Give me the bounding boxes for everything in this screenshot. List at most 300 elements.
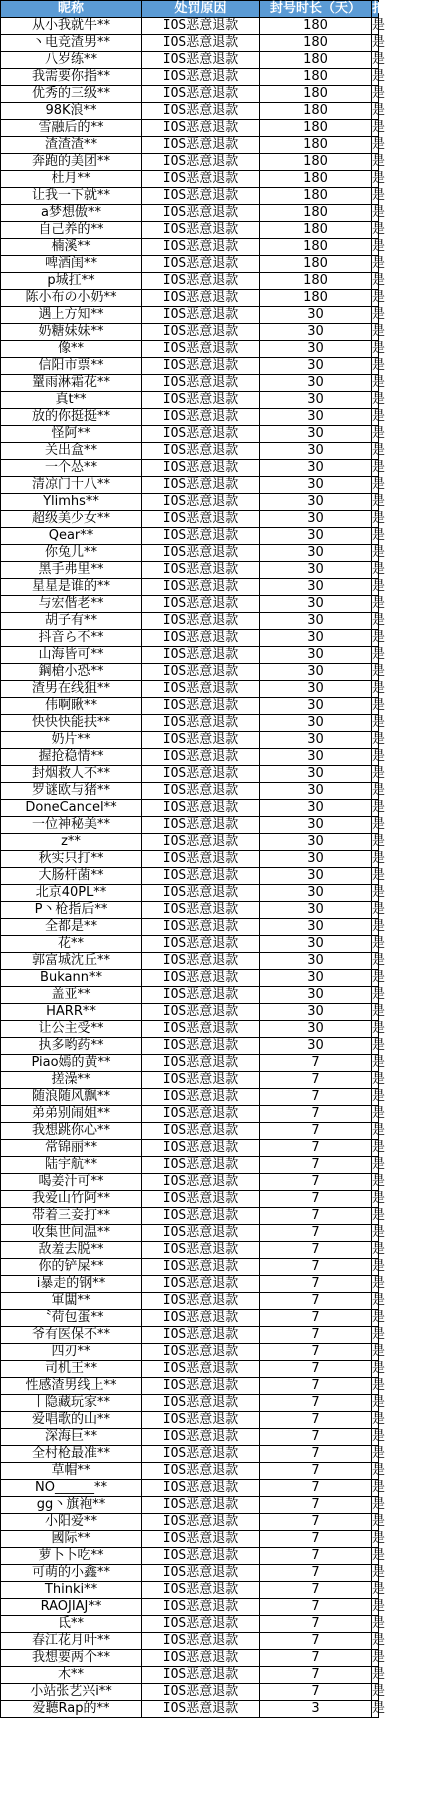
cell-nickname: 司机王** xyxy=(1,1361,142,1378)
cell-duration: 7 xyxy=(260,1327,372,1344)
cell-duration: 30 xyxy=(260,375,372,392)
cell-nickname: 全村枪最准** xyxy=(1,1446,142,1463)
cell-deduct: 是 xyxy=(372,1106,386,1121)
cell-nickname: 我想跳你心** xyxy=(1,1123,142,1140)
cell-deduct: 是 xyxy=(372,1038,386,1053)
table-row xyxy=(1,426,379,443)
cell-deduct: 是 xyxy=(372,205,386,220)
cell-duration: 30 xyxy=(260,783,372,800)
cell-nickname: 优秀的三级** xyxy=(1,86,142,103)
cell-nickname: 全都是** xyxy=(1,919,142,936)
cell-deduct: 是 xyxy=(372,851,386,866)
cell-nickname: P丶枪指后** xyxy=(1,902,142,919)
table-row xyxy=(1,52,379,69)
cell-deduct: 是 xyxy=(372,1599,386,1614)
cell-deduct: 是 xyxy=(372,137,386,152)
cell-duration: 30 xyxy=(260,494,372,511)
table-row xyxy=(1,1667,379,1684)
cell-duration: 180 xyxy=(260,188,372,205)
cell-duration: 30 xyxy=(260,358,372,375)
table-row xyxy=(1,409,379,426)
cell-duration: 30 xyxy=(260,766,372,783)
cell-duration: 30 xyxy=(260,851,372,868)
cell-reason: IOS恶意退款 xyxy=(142,1548,260,1565)
table-row xyxy=(1,171,379,188)
cell-duration: 30 xyxy=(260,970,372,987)
cell-nickname: Qear** xyxy=(1,528,142,545)
cell-duration: 30 xyxy=(260,443,372,460)
table-row xyxy=(1,766,379,783)
cell-reason: IOS恶意退款 xyxy=(142,1327,260,1344)
table-row xyxy=(1,1548,379,1565)
cell-nickname: Piao嫣的黄** xyxy=(1,1055,142,1072)
table-row xyxy=(1,851,379,868)
table-row xyxy=(1,1242,379,1259)
header-deduct: 扣除点券 xyxy=(372,1,425,16)
cell-duration: 30 xyxy=(260,647,372,664)
table-row xyxy=(1,1208,379,1225)
cell-nickname: HARR** xyxy=(1,1004,142,1021)
cell-duration: 180 xyxy=(260,239,372,256)
cell-nickname: 陆宇航** xyxy=(1,1157,142,1174)
cell-deduct: 是 xyxy=(372,1378,386,1393)
cell-reason: IOS恶意退款 xyxy=(142,613,260,630)
table-row xyxy=(1,358,379,375)
cell-deduct: 是 xyxy=(372,69,386,84)
cell-deduct: 是 xyxy=(372,936,386,951)
cell-deduct: 是 xyxy=(372,511,386,526)
cell-deduct: 是 xyxy=(372,494,386,509)
cell-reason: IOS恶意退款 xyxy=(142,273,260,290)
cell-reason: IOS恶意退款 xyxy=(142,205,260,222)
table-row xyxy=(1,1395,379,1412)
cell-deduct: 是 xyxy=(372,749,386,764)
cell-duration: 7 xyxy=(260,1225,372,1242)
table-row xyxy=(1,783,379,800)
cell-duration: 180 xyxy=(260,290,372,307)
table-row xyxy=(1,290,379,307)
cell-duration: 7 xyxy=(260,1480,372,1497)
cell-duration: 7 xyxy=(260,1310,372,1327)
cell-deduct: 是 xyxy=(372,953,386,968)
cell-reason: IOS恶意退款 xyxy=(142,35,260,52)
cell-duration: 30 xyxy=(260,681,372,698)
cell-duration: 180 xyxy=(260,35,372,52)
cell-reason: IOS恶意退款 xyxy=(142,1242,260,1259)
cell-nickname: 黑手弗里** xyxy=(1,562,142,579)
cell-duration: 7 xyxy=(260,1514,372,1531)
cell-deduct: 是 xyxy=(372,1616,386,1631)
cell-deduct: 是 xyxy=(372,834,386,849)
cell-duration: 30 xyxy=(260,1004,372,1021)
cell-reason: IOS恶意退款 xyxy=(142,528,260,545)
cell-deduct: 是 xyxy=(372,715,386,730)
cell-deduct: 是 xyxy=(372,1531,386,1546)
cell-reason: IOS恶意退款 xyxy=(142,545,260,562)
cell-nickname: 陈小布の小奶** xyxy=(1,290,142,307)
cell-nickname: 可萌的小鑫** xyxy=(1,1565,142,1582)
cell-reason: IOS恶意退款 xyxy=(142,715,260,732)
cell-duration: 30 xyxy=(260,392,372,409)
cell-nickname: 丨隐藏玩家** xyxy=(1,1395,142,1412)
cell-deduct: 是 xyxy=(372,1242,386,1257)
cell-reason: IOS恶意退款 xyxy=(142,1395,260,1412)
cell-reason: IOS恶意退款 xyxy=(142,18,260,35)
cell-nickname: gg丶旗袍** xyxy=(1,1497,142,1514)
cell-reason: IOS恶意退款 xyxy=(142,324,260,341)
cell-duration: 30 xyxy=(260,324,372,341)
cell-duration: 30 xyxy=(260,868,372,885)
cell-nickname: 抖音ら不** xyxy=(1,630,142,647)
cell-reason: IOS恶意退款 xyxy=(142,868,260,885)
cell-reason: IOS恶意退款 xyxy=(142,749,260,766)
cell-nickname: 超级美少女** xyxy=(1,511,142,528)
cell-reason: IOS恶意退款 xyxy=(142,783,260,800)
cell-deduct: 是 xyxy=(372,1123,386,1138)
cell-nickname: 执多哟药** xyxy=(1,1038,142,1055)
cell-reason: IOS恶意退款 xyxy=(142,52,260,69)
cell-nickname: z** xyxy=(1,834,142,851)
cell-duration: 7 xyxy=(260,1344,372,1361)
cell-reason: IOS恶意退款 xyxy=(142,103,260,120)
cell-deduct: 是 xyxy=(372,375,386,390)
cell-deduct: 是 xyxy=(372,1514,386,1529)
table-header xyxy=(1,1,425,18)
cell-nickname: 怪阿** xyxy=(1,426,142,443)
table-row xyxy=(1,1344,379,1361)
table-row xyxy=(1,443,379,460)
cell-reason: IOS恶意退款 xyxy=(142,630,260,647)
cell-nickname: 國际** xyxy=(1,1531,142,1548)
cell-nickname: 花** xyxy=(1,936,142,953)
table-row xyxy=(1,1327,379,1344)
cell-reason: IOS恶意退款 xyxy=(142,1021,260,1038)
cell-duration: 7 xyxy=(260,1497,372,1514)
cell-reason: IOS恶意退款 xyxy=(142,120,260,137)
table-row xyxy=(1,1225,379,1242)
cell-deduct: 是 xyxy=(372,1582,386,1597)
table-row xyxy=(1,1378,379,1395)
cell-deduct: 是 xyxy=(372,1429,386,1444)
cell-deduct: 是 xyxy=(372,1344,386,1359)
cell-deduct: 是 xyxy=(372,1633,386,1648)
table-row xyxy=(1,1497,379,1514)
table-row xyxy=(1,902,379,919)
table-row xyxy=(1,885,379,902)
cell-reason: IOS恶意退款 xyxy=(142,681,260,698)
cell-reason: IOS恶意退款 xyxy=(142,137,260,154)
cell-reason: IOS恶意退款 xyxy=(142,256,260,273)
table-row xyxy=(1,375,379,392)
cell-deduct: 是 xyxy=(372,256,386,271)
cell-reason: IOS恶意退款 xyxy=(142,86,260,103)
cell-nickname: 杜月** xyxy=(1,171,142,188)
cell-nickname: 爱唱歌的山** xyxy=(1,1412,142,1429)
cell-duration: 30 xyxy=(260,902,372,919)
cell-deduct: 是 xyxy=(372,273,386,288)
cell-nickname: 罗谜欧与猪** xyxy=(1,783,142,800)
cell-nickname: 渣男在线狙** xyxy=(1,681,142,698)
cell-reason: IOS恶意退款 xyxy=(142,511,260,528)
cell-nickname: 握抢稳情** xyxy=(1,749,142,766)
cell-deduct: 是 xyxy=(372,1327,386,1342)
table-row xyxy=(1,681,379,698)
cell-duration: 30 xyxy=(260,307,372,324)
table-row xyxy=(1,1480,379,1497)
cell-deduct: 是 xyxy=(372,817,386,832)
cell-nickname: 四刃** xyxy=(1,1344,142,1361)
cell-duration: 180 xyxy=(260,256,372,273)
table-row xyxy=(1,1412,379,1429)
table-row xyxy=(1,35,379,52)
cell-nickname: 信阳市票** xyxy=(1,358,142,375)
table-body xyxy=(1,18,386,1718)
table-row xyxy=(1,817,379,834)
cell-duration: 30 xyxy=(260,1038,372,1055)
cell-reason: IOS恶意退款 xyxy=(142,851,260,868)
cell-nickname: 奶片** xyxy=(1,732,142,749)
table-row xyxy=(1,120,379,137)
cell-duration: 7 xyxy=(260,1242,372,1259)
cell-duration: 180 xyxy=(260,273,372,290)
cell-nickname: 收集世间温** xyxy=(1,1225,142,1242)
cell-reason: IOS恶意退款 xyxy=(142,1616,260,1633)
table-row xyxy=(1,1599,379,1616)
cell-duration: 30 xyxy=(260,817,372,834)
table-row xyxy=(1,1616,379,1633)
table-row xyxy=(1,596,379,613)
cell-duration: 180 xyxy=(260,222,372,239)
cell-nickname: 北京40PL** xyxy=(1,885,142,902)
cell-nickname: Thinki** xyxy=(1,1582,142,1599)
cell-nickname: 像** xyxy=(1,341,142,358)
cell-deduct: 是 xyxy=(372,1174,386,1189)
cell-duration: 7 xyxy=(260,1582,372,1599)
cell-reason: IOS恶意退款 xyxy=(142,222,260,239)
cell-reason: IOS恶意退款 xyxy=(142,902,260,919)
cell-reason: IOS恶意退款 xyxy=(142,1225,260,1242)
table-row xyxy=(1,936,379,953)
table-row xyxy=(1,647,379,664)
cell-nickname: 郭富城沈丘** xyxy=(1,953,142,970)
cell-deduct: 是 xyxy=(372,1208,386,1223)
cell-reason: IOS恶意退款 xyxy=(142,664,260,681)
cell-reason: IOS恶意退款 xyxy=(142,426,260,443)
cell-nickname: 雪融后的** xyxy=(1,120,142,137)
cell-nickname: 氐** xyxy=(1,1616,142,1633)
cell-nickname: 丶电竞渣男** xyxy=(1,35,142,52)
cell-duration: 7 xyxy=(260,1106,372,1123)
cell-nickname: 小站张艺兴i** xyxy=(1,1684,142,1701)
cell-duration: 30 xyxy=(260,800,372,817)
cell-duration: 7 xyxy=(260,1123,372,1140)
table-row xyxy=(1,1565,379,1582)
cell-duration: 30 xyxy=(260,579,372,596)
table-row xyxy=(1,1361,379,1378)
table-row xyxy=(1,528,379,545)
cell-deduct: 是 xyxy=(372,732,386,747)
cell-duration: 7 xyxy=(260,1429,372,1446)
cell-duration: 30 xyxy=(260,477,372,494)
cell-duration: 180 xyxy=(260,171,372,188)
cell-deduct: 是 xyxy=(372,477,386,492)
table-row xyxy=(1,1650,379,1667)
header-duration: 封号时长（天） xyxy=(260,1,372,18)
cell-deduct: 是 xyxy=(372,1021,386,1036)
cell-nickname: p城扛** xyxy=(1,273,142,290)
cell-duration: 7 xyxy=(260,1276,372,1293)
table-row xyxy=(1,715,379,732)
cell-reason: IOS恶意退款 xyxy=(142,698,260,715)
cell-reason: IOS恶意退款 xyxy=(142,885,260,902)
cell-nickname: 盖亚** xyxy=(1,987,142,1004)
table-row xyxy=(1,953,379,970)
cell-reason: IOS恶意退款 xyxy=(142,647,260,664)
cell-duration: 7 xyxy=(260,1208,372,1225)
cell-reason: IOS恶意退款 xyxy=(142,834,260,851)
cell-duration: 30 xyxy=(260,613,372,630)
cell-deduct: 是 xyxy=(372,188,386,203)
cell-deduct: 是 xyxy=(372,324,386,339)
cell-deduct: 是 xyxy=(372,1055,386,1070)
table-row xyxy=(1,137,379,154)
cell-reason: IOS恶意退款 xyxy=(142,1038,260,1055)
cell-deduct: 是 xyxy=(372,120,386,135)
cell-deduct: 是 xyxy=(372,1191,386,1206)
cell-nickname: 我想要两个** xyxy=(1,1650,142,1667)
cell-deduct: 是 xyxy=(372,290,386,305)
cell-nickname: NO______** xyxy=(1,1480,142,1497)
cell-reason: IOS恶意退款 xyxy=(142,494,260,511)
cell-deduct: 是 xyxy=(372,562,386,577)
cell-nickname: 星星是谁的** xyxy=(1,579,142,596)
cell-duration: 7 xyxy=(260,1395,372,1412)
cell-duration: 30 xyxy=(260,630,372,647)
table-row xyxy=(1,1089,379,1106)
cell-deduct: 是 xyxy=(372,409,386,424)
cell-deduct: 是 xyxy=(372,545,386,560)
cell-deduct: 是 xyxy=(372,35,386,50)
cell-reason: IOS恶意退款 xyxy=(142,171,260,188)
cell-deduct: 是 xyxy=(372,1157,386,1172)
cell-deduct: 是 xyxy=(372,1259,386,1274)
cell-nickname: 罿雨淋霜花** xyxy=(1,375,142,392)
table-row xyxy=(1,188,379,205)
cell-duration: 7 xyxy=(260,1259,372,1276)
cell-reason: IOS恶意退款 xyxy=(142,1497,260,1514)
cell-reason: IOS恶意退款 xyxy=(142,1276,260,1293)
table-row xyxy=(1,392,379,409)
cell-nickname: 奶糖妹妹** xyxy=(1,324,142,341)
cell-deduct: 是 xyxy=(372,885,386,900)
table-row xyxy=(1,1140,379,1157)
cell-duration: 180 xyxy=(260,154,372,171)
cell-deduct: 是 xyxy=(372,1293,386,1308)
table-row xyxy=(1,1582,379,1599)
cell-deduct: 是 xyxy=(372,1004,386,1019)
cell-reason: IOS恶意退款 xyxy=(142,1565,260,1582)
table-row xyxy=(1,1072,379,1089)
cell-nickname: 敌羞去脱** xyxy=(1,1242,142,1259)
table-row xyxy=(1,494,379,511)
table-row xyxy=(1,1038,379,1055)
cell-nickname: 春江花月叶** xyxy=(1,1633,142,1650)
table-row xyxy=(1,1276,379,1293)
table-row xyxy=(1,324,379,341)
cell-reason: IOS恶意退款 xyxy=(142,732,260,749)
cell-reason: IOS恶意退款 xyxy=(142,1599,260,1616)
cell-reason: IOS恶意退款 xyxy=(142,307,260,324)
cell-nickname: RAOJIAJ** xyxy=(1,1599,142,1616)
cell-reason: IOS恶意退款 xyxy=(142,1463,260,1480)
cell-deduct: 是 xyxy=(372,426,386,441)
cell-reason: IOS恶意退款 xyxy=(142,936,260,953)
cell-deduct: 是 xyxy=(372,868,386,883)
cell-nickname: 从小我就牛** xyxy=(1,18,142,35)
table-row xyxy=(1,1157,379,1174)
cell-duration: 30 xyxy=(260,698,372,715)
cell-reason: IOS恶意退款 xyxy=(142,477,260,494)
cell-duration: 7 xyxy=(260,1565,372,1582)
cell-duration: 7 xyxy=(260,1412,372,1429)
cell-nickname: 深海巨** xyxy=(1,1429,142,1446)
cell-reason: IOS恶意退款 xyxy=(142,1310,260,1327)
cell-duration: 30 xyxy=(260,545,372,562)
cell-duration: 30 xyxy=(260,953,372,970)
cell-duration: 180 xyxy=(260,52,372,69)
cell-nickname: Bukann** xyxy=(1,970,142,987)
cell-deduct: 是 xyxy=(372,1650,386,1665)
cell-duration: 30 xyxy=(260,936,372,953)
cell-duration: 180 xyxy=(260,120,372,137)
cell-reason: IOS恶意退款 xyxy=(142,1701,260,1718)
cell-nickname: 山海皆可** xyxy=(1,647,142,664)
cell-nickname: 楠溪** xyxy=(1,239,142,256)
cell-deduct: 是 xyxy=(372,528,386,543)
cell-deduct: 是 xyxy=(372,52,386,67)
table-row xyxy=(1,307,379,324)
cell-deduct: 是 xyxy=(372,1395,386,1410)
table-row xyxy=(1,664,379,681)
cell-reason: IOS恶意退款 xyxy=(142,375,260,392)
cell-nickname: 真t** xyxy=(1,392,142,409)
cell-nickname: 性感渣男线上** xyxy=(1,1378,142,1395)
cell-nickname: 清凉门十八** xyxy=(1,477,142,494)
cell-reason: IOS恶意退款 xyxy=(142,1004,260,1021)
cell-reason: IOS恶意退款 xyxy=(142,1378,260,1395)
table-row xyxy=(1,273,379,290)
cell-duration: 30 xyxy=(260,919,372,936)
cell-reason: IOS恶意退款 xyxy=(142,1480,260,1497)
table-row xyxy=(1,103,379,120)
cell-deduct: 是 xyxy=(372,902,386,917)
table-row xyxy=(1,222,379,239)
cell-nickname: 98K浪** xyxy=(1,103,142,120)
cell-reason: IOS恶意退款 xyxy=(142,392,260,409)
cell-reason: IOS恶意退款 xyxy=(142,154,260,171)
cell-deduct: 是 xyxy=(372,1072,386,1087)
table-row xyxy=(1,698,379,715)
table-row xyxy=(1,154,379,171)
cell-reason: IOS恶意退款 xyxy=(142,562,260,579)
cell-reason: IOS恶意退款 xyxy=(142,1429,260,1446)
cell-deduct: 是 xyxy=(372,987,386,1002)
cell-duration: 30 xyxy=(260,528,372,545)
cell-nickname: 秋实只打** xyxy=(1,851,142,868)
cell-reason: IOS恶意退款 xyxy=(142,1140,260,1157)
cell-nickname: 鋼槍小恐** xyxy=(1,664,142,681)
cell-duration: 30 xyxy=(260,409,372,426)
